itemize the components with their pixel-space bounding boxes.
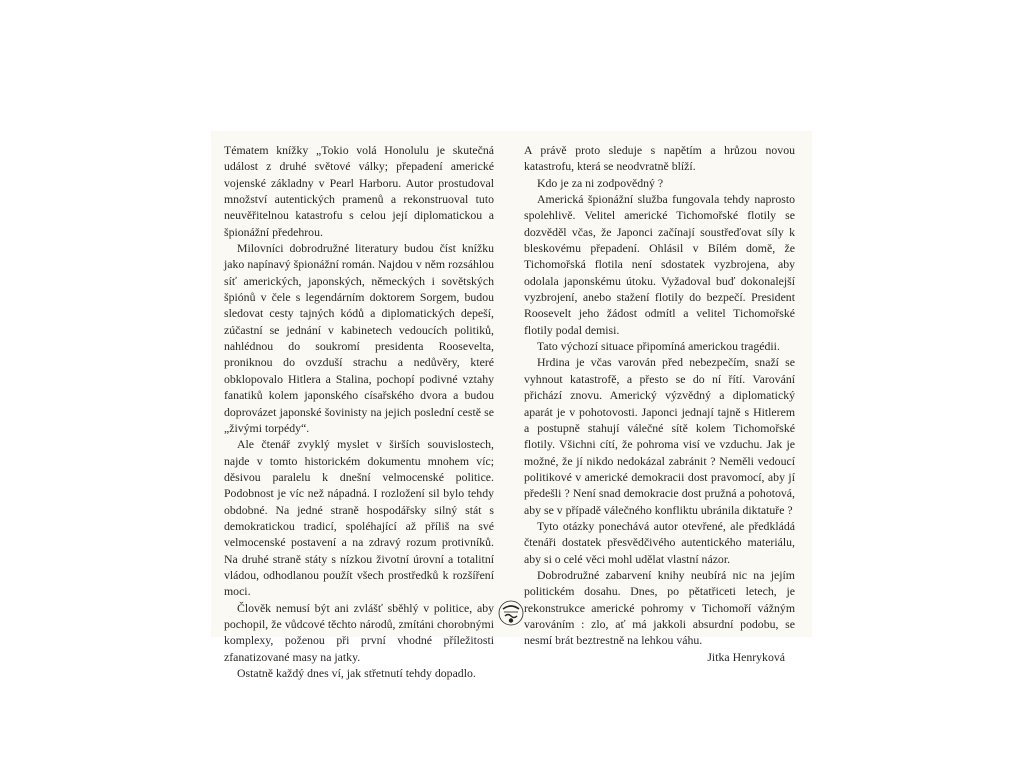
publisher-logo-icon (498, 600, 524, 626)
left-text-column (224, 142, 494, 681)
right-text-column (524, 142, 795, 665)
paragraph: Člověk nemusí být ani zvlášť sběhlý v politice, aby pochopil, že vůdcové těchto národů, zmítáni chorobnými komplexy, poženou při první vhodné příležitosti zfanatizované masy na jatky. (224, 600, 494, 664)
paragraph: Kdo je za ni zodpovědný ? (537, 175, 664, 190)
paragraph: Ale čtenář zvyklý myslet v širších souvislostech, najde v tomto historickém dokumentu mnohem víc; děsivou paralelu k dnešní velmocenské politice. Podobnost je víc než nápadná. I rozložení sil bylo tehdy obdobné. Na jedné straně hospodářsky silný stát s demokratickou tradicí, spoléhající až příliš na své velmocenské postavení a na zdravý rozum protivníků. Na druhé straně státy s nízkou životní úrovní a totalitní vládou, odhodlanou použít všech prostředků k rozšíření moci. (224, 437, 494, 599)
paragraph: Hrdina je včas varován před nebezpečím, snaží se vyhnout katastrofě, a přesto se do ní řítí. Varování přichází znovu. Americký výzvědný a diplomatický aparát je v pohotovosti. Japonci jednají tajně s Hitlerem a postupně stahují válečné sítě kolem Tichomořské flotily. Všichni cítí, že pohroma visí ve vzduchu. Jak je možné, že jí nikdo nedokázal zabránit ? Neměli vedoucí politikové v americké demokracii dost pravomocí, aby jí předešli ? Není snad demokracie dost pružná a pohotová, aby se v případě válečného konfliktu ubránila diktatuře ? (524, 355, 795, 517)
paragraph: Americká špionážní služba fungovala tehdy naprosto spolehlivě. Velitel americké Tichomořské flotily se dozvěděl včas, že Japonci začínají soustřeďovat síly k bleskovému přepadení. Ohlásil v Bílém domě, že Tichomořská flotila není sdostatek vyzbrojena, aby odolala japonskému útoku. Vyžadoval buď dokonalejší vyzbrojení, anebo stažení flotily do bezpečí. President Roosevelt jeho žádost odmítl a velitel Tichomořské flotily podal demisi. (524, 192, 795, 337)
paragraph: Tyto otázky ponechává autor otevřené, ale předkládá čtenáři dostatek přesvědčivého autentického materiálu, aby si o celé věci mohl udělat vlastní názor. (524, 518, 795, 566)
paragraph: Tématem knížky „Tokio volá Honolulu je skutečná událost z druhé světové války; přepadení americké vojenské základny v Pearl Harboru. Autor prostudoval množství autentických pramenů a rekonstruoval tuto neuvěřitelnou katastrofu s celou její diplomatickou a špionážní předehrou. (224, 143, 494, 239)
paragraph: Ostatně každý dnes ví, jak střetnutí tehdy dopadlo. (237, 666, 476, 680)
paragraph: Dobrodružné zabarvení knihy neubírá nic na jejím politickém dosahu. Dnes, po pětatřiceti letech, je rekonstrukce americké pohromy v Tichomoří vážným varováním : zlo, ať má jakkoli absurdní podobu, se nesmí brát beztrestně na lehkou váhu. (524, 567, 795, 648)
paragraph: Tato výchozí situace připomíná americkou tragédii. (537, 339, 780, 354)
paragraph: A právě proto sleduje s napětím a hrůzou novou katastrofu, která se neodvratně blíží. (524, 143, 795, 174)
author-signature: Jitka Henryková (707, 649, 785, 664)
paragraph: Milovníci dobrodružné literatury budou číst knížku jako napínavý špionážní román. Najdou v něm rozsáhlou síť amerických, japonských, německých i sovětských špiónů v čele s legendárním doktorem Sorgem, budou sledovat cesty tajných kódů a diplomatických depeší, zúčastní se jednání v kabinetech vedoucích politiků, nahlédnou do soukromí presidenta Roosevelta, proniknou do ovzduší strachu a nedůvěry, které obklopovalo Hitlera a Stalina, pochopí podivné vztahy fanatiků kolem japonského císařského dvora a budou doprovázet japonské šovinisty na jejich poslední cestě se „živými torpédy“. (224, 241, 494, 435)
